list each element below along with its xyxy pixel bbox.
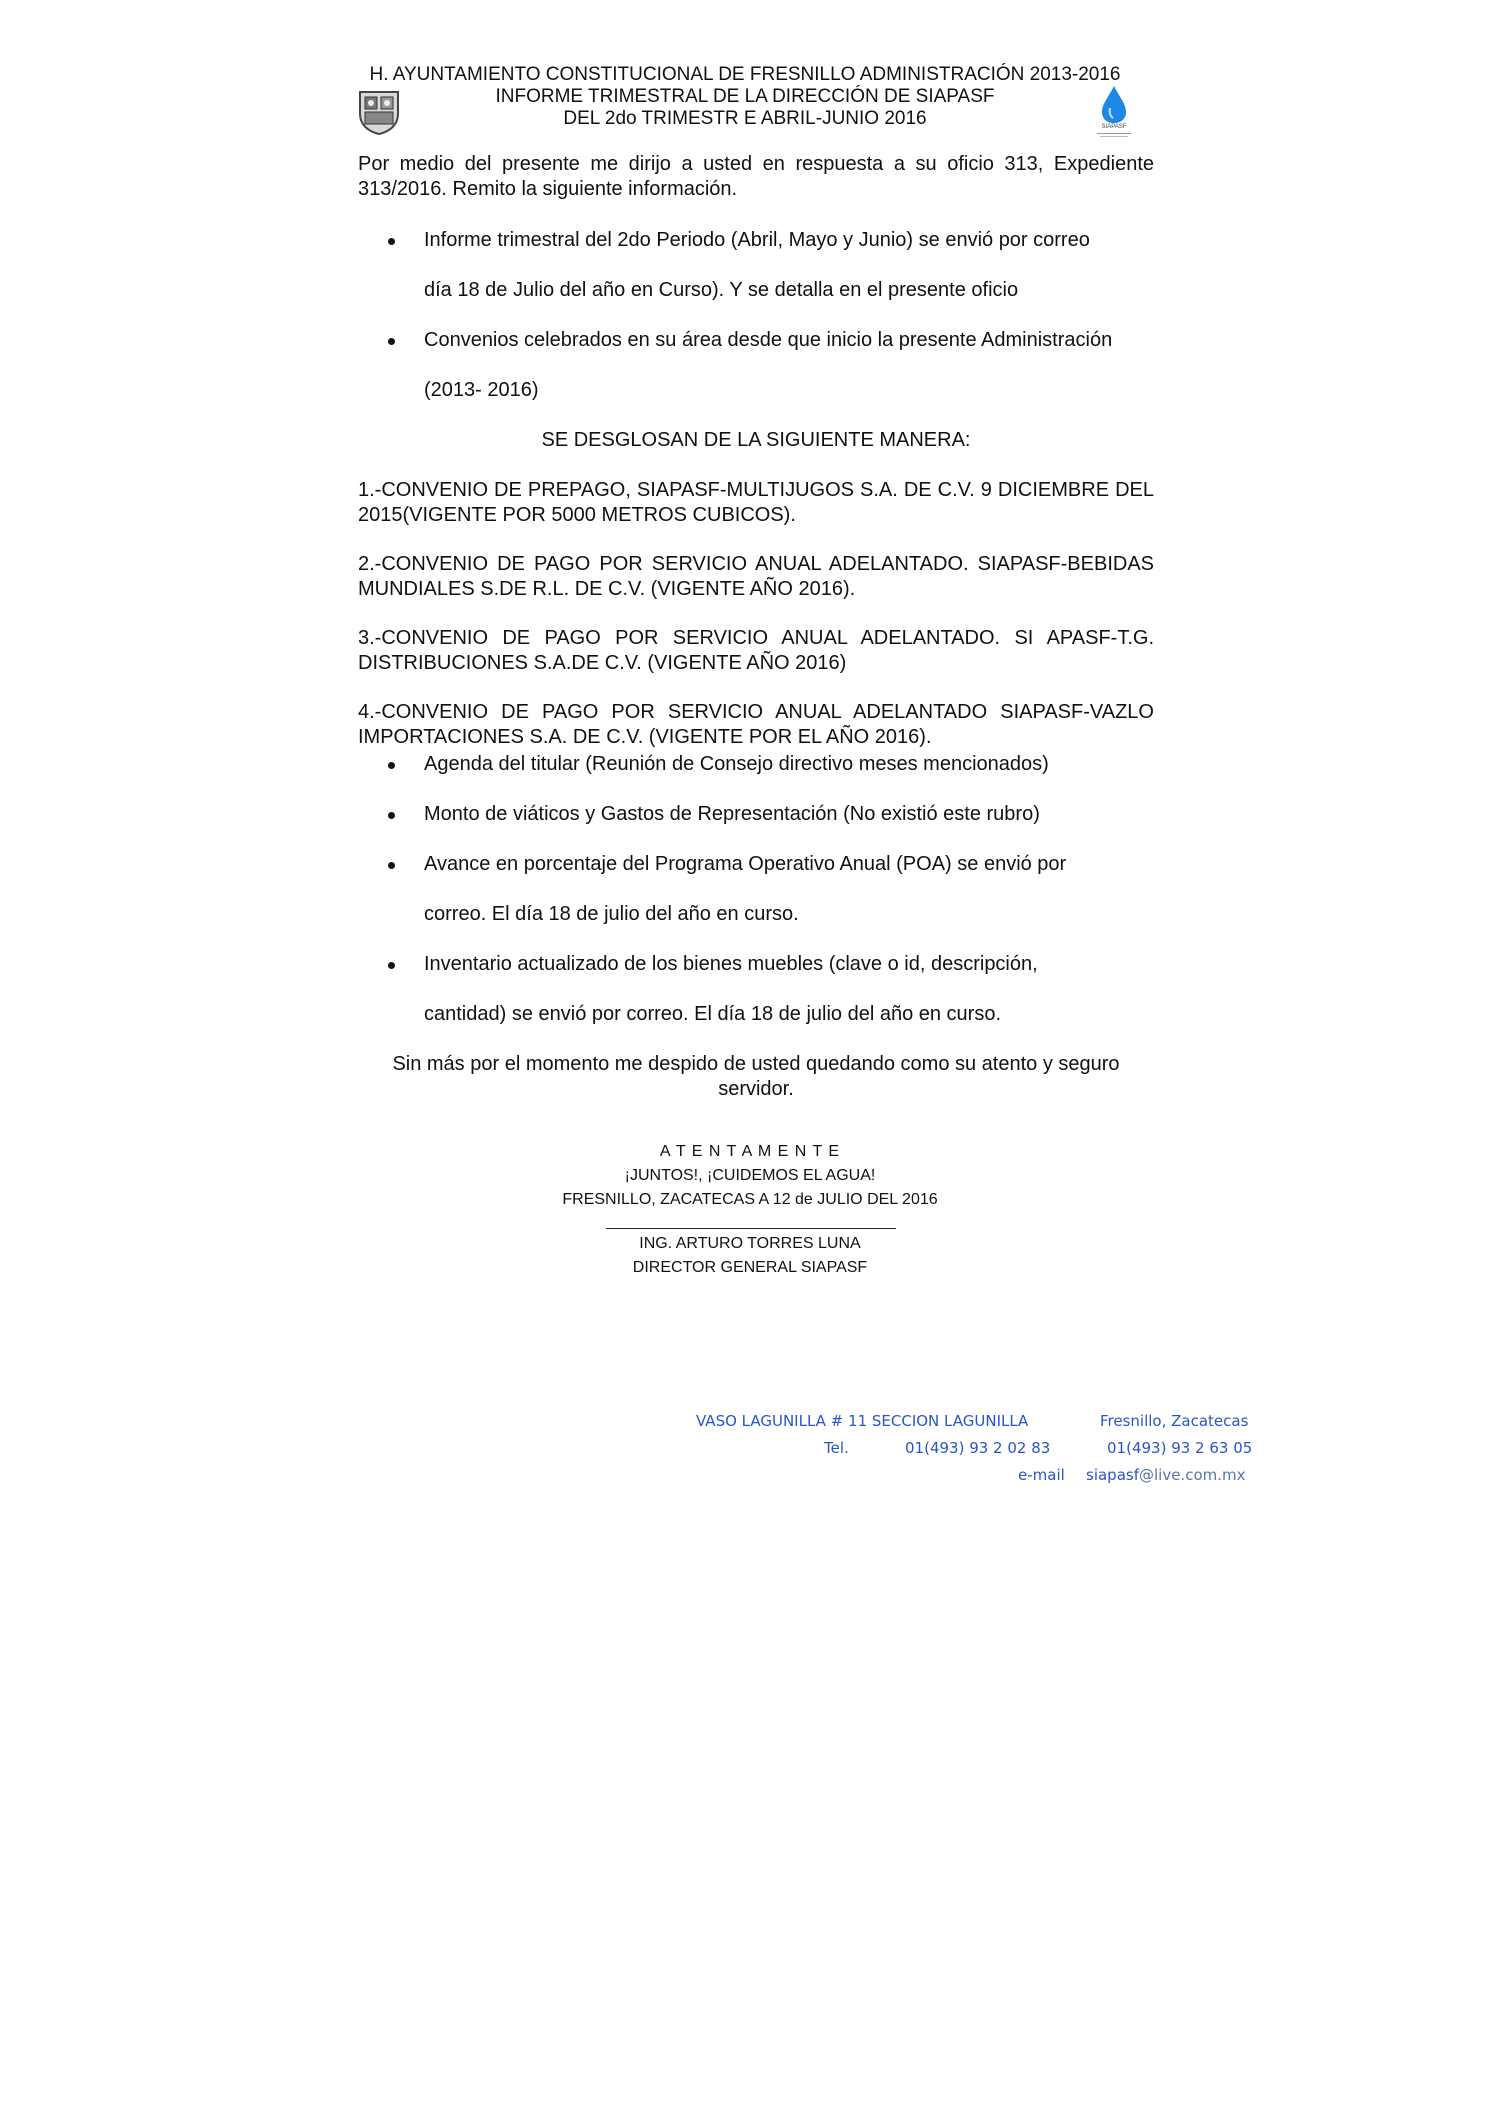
footer-tel-label: Tel. [824, 1439, 849, 1457]
bullet-dot-icon [388, 338, 395, 345]
convenio-paragraph: 1.-CONVENIO DE PREPAGO, SIAPASF-MULTIJUGOS S.A. DE C.V. 9 DICIEMBRE DEL 2015(VIGENTE POR 5000 METROS CUBICOS). [358, 479, 1154, 526]
bullet-dot-icon [388, 238, 395, 245]
footer-email-domain: @live.com.mx [1138, 1466, 1246, 1484]
bullet-continuation: cantidad) se envió por correo. El día 18 de julio del año en curso. [424, 1003, 1002, 1025]
intro-paragraph: Por medio del presente me dirijo a usted en respuesta a su oficio 313, Expediente 313/2016. Remito la siguiente información. [358, 153, 1154, 200]
footer-city: Fresnillo, Zacatecas [1100, 1412, 1249, 1430]
header-line-2: INFORME TRIMESTRAL DE LA DIRECCIÓN DE SIAPASF [495, 86, 995, 107]
bullet-text: Inventario actualizado de los bienes muebles (clave o id, descripción, [424, 953, 1038, 975]
place-date: FRESNILLO, ZACATECAS A 12 de JULIO DEL 2016 [562, 1191, 938, 1208]
bullet-text: Monto de viáticos y Gastos de Representación (No existió este rubro) [424, 803, 1040, 825]
header-line-3: DEL 2do TRIMESTR E ABRIL-JUNIO 2016 [563, 108, 927, 129]
signer-name: ING. ARTURO TORRES LUNA [639, 1235, 861, 1252]
footer-email [1086, 1466, 1246, 1484]
bullet-dot-icon [388, 962, 395, 969]
bullet-text: Agenda del titular (Reunión de Consejo directivo meses mencionados) [424, 753, 1049, 775]
convenio-paragraph: 3.-CONVENIO DE PAGO POR SERVICIO ANUAL ADELANTADO. SI APASF-T.G. DISTRIBUCIONES S.A.DE C.V. (VIGENTE AÑO 2016) [358, 627, 1154, 674]
slogan: ¡JUNTOS!, ¡CUIDEMOS EL AGUA! [624, 1167, 876, 1184]
footer-email-label: e-mail [1018, 1466, 1065, 1484]
bullet-continuation: (2013- 2016) [424, 379, 539, 401]
bullet-text: Convenios celebrados en su área desde que inicio la presente Administración [424, 329, 1113, 351]
atentamente: A T E N T A M E N T E [659, 1143, 841, 1160]
convenio-paragraph: 4.-CONVENIO DE PAGO POR SERVICIO ANUAL ADELANTADO SIAPASF-VAZLO IMPORTACIONES S.A. DE C.V. (VIGENTE POR EL AÑO 2016). [358, 701, 1154, 748]
logo-caption: SIAPASF [1101, 124, 1127, 130]
footer-email-user: siapasf [1086, 1466, 1139, 1484]
signer-title: DIRECTOR GENERAL SIAPASF [632, 1259, 868, 1276]
bullet-dot-icon [388, 762, 395, 769]
bullet-text: Informe trimestral del 2do Periodo (Abril, Mayo y Junio) se envió por correo [424, 229, 1090, 251]
footer-tel-1: 01(493) 93 2 02 83 [905, 1439, 1051, 1457]
bullet-continuation: día 18 de Julio del año en Curso). Y se detalla en el presente oficio [424, 279, 1019, 301]
desglose-title: SE DESGLOSAN DE LA SIGUIENTE MANERA: [541, 429, 971, 451]
header-line-1: H. AYUNTAMIENTO CONSTITUCIONAL DE FRESNILLO ADMINISTRACIÓN 2013-2016 [369, 64, 1121, 85]
bullet-text: Avance en porcentaje del Programa Operativo Anual (POA) se envió por [424, 853, 1067, 875]
closing-paragraph: Sin más por el momento me despido de usted quedando como su atento y seguro servidor. [392, 1053, 1120, 1100]
bullet-continuation: correo. El día 18 de julio del año en curso. [424, 903, 799, 925]
signature-line [606, 1228, 896, 1229]
convenio-paragraph: 2.-CONVENIO DE PAGO POR SERVICIO ANUAL ADELANTADO. SIAPASF-BEBIDAS MUNDIALES S.DE R.L. DE C.V. (VIGENTE AÑO 2016). [358, 553, 1154, 600]
footer-address: VASO LAGUNILLA # 11 SECCION LAGUNILLA [696, 1412, 1029, 1430]
bullet-dot-icon [388, 862, 395, 869]
bullet-dot-icon [388, 812, 395, 819]
footer-tel-2: 01(493) 93 2 63 05 [1107, 1439, 1253, 1457]
